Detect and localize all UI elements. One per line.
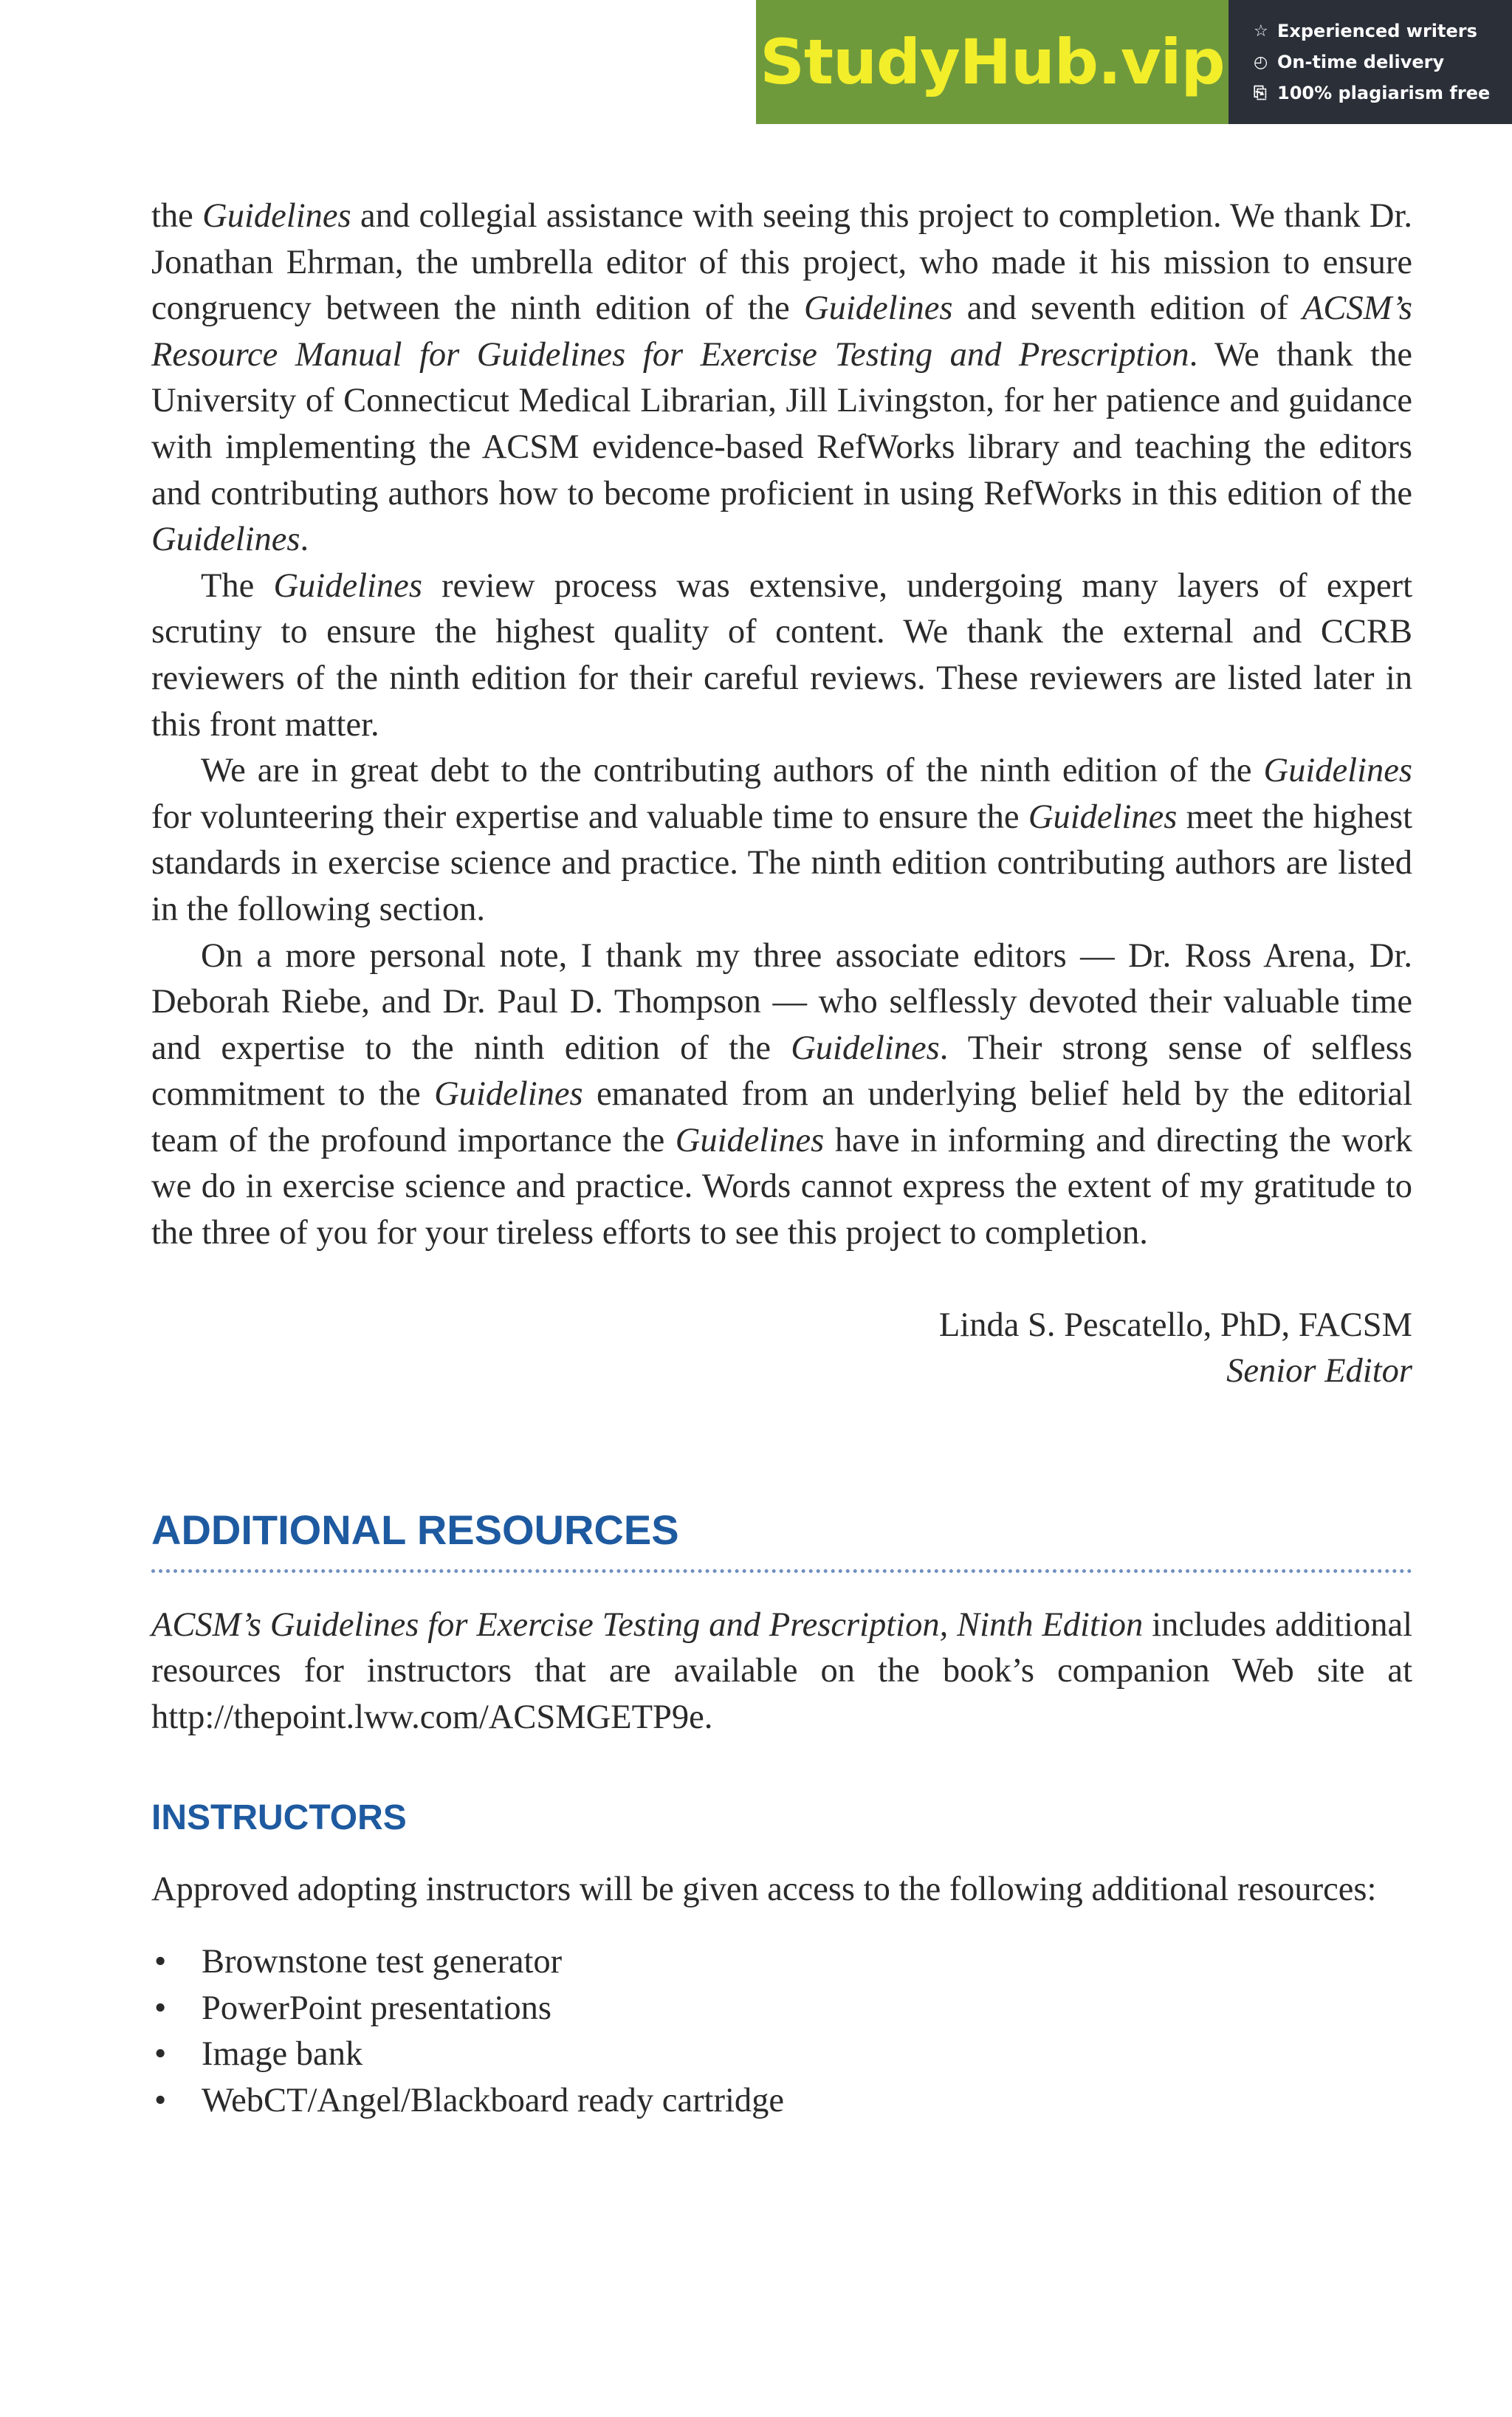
- clock-icon: ◴: [1254, 52, 1268, 72]
- italic-title: Guidelines: [675, 1121, 825, 1159]
- section-title-additional-resources: ADDITIONAL RESOURCES: [151, 1506, 679, 1553]
- italic-title: Guidelines: [273, 566, 422, 605]
- ad-banner[interactable]: [756, 0, 1512, 124]
- bullet-icon: •: [154, 1989, 167, 2027]
- star-icon: ☆: [1254, 21, 1268, 41]
- additional-resources-paragraph: ACSM’s Guidelines for Exercise Testing and Prescription, Ninth Edition includes additional resources for instructors that are available on the book’s companion Web site at http://thepoint.lww.com/ACSMGETP9e.: [151, 1605, 1413, 1737]
- italic-title: Guidelines: [1263, 752, 1412, 790]
- list-item: [151, 1986, 1412, 2032]
- italic-title: Guidelines: [791, 1029, 940, 1067]
- italic-title: Guidelines: [434, 1075, 583, 1114]
- list-item-text: Brownstone test generator: [202, 1943, 563, 1981]
- list-item: [151, 2032, 1412, 2078]
- feature-on-time-delivery: [1254, 47, 1512, 78]
- bullet-icon: •: [154, 2035, 167, 2074]
- body-paragraph-4: On a more personal note, I thank my three associate editors — Dr. Ross Arena, Dr. Deborah Riebe, and Dr. Paul D. Thompson — who selflessly devoted their valuable time and expertise to the ninth edition of the Guidelines. Their strong sense of selfless commitment to the Guidelines emanated from an underlying belief held by the editorial team of the profound importance the Guidelines have in informing and directing the work we do in exercise science and practice. Words cannot express the extent of my gratitude to the three of you for your tireless efforts to see this project to completion.: [151, 936, 1413, 1252]
- italic-title: Guidelines: [803, 289, 953, 328]
- instructors-paragraph: Approved adopting instructors will be given access to the following additional resources:: [151, 1870, 1377, 1908]
- page-content: [151, 193, 1412, 2125]
- section-divider: [151, 1569, 1412, 1573]
- italic-title: Guidelines: [151, 521, 300, 559]
- studyhub-logo[interactable]: [756, 0, 1228, 124]
- feature-experienced-writers: [1254, 16, 1512, 47]
- feature-plagiarism-free: [1254, 78, 1512, 109]
- list-item-text: WebCT/Angel/Blackboard ready cartridge: [202, 2082, 785, 2119]
- body-paragraph-2: The Guidelines review process was extensive, undergoing many layers of expert scrutiny to ensure the highest quality of content. We thank the external and CCRB reviewers of the ninth edition for their careful reviews. These reviewers are listed later in this front matter.: [151, 566, 1413, 744]
- banner-feature-list: [1228, 0, 1512, 124]
- subsection-title-instructors: INSTRUCTORS: [151, 1797, 407, 1837]
- signature-role: Senior Editor: [1226, 1352, 1412, 1391]
- italic-title: ACSM’s Resource Manual for Guidelines for Exercise Testing and Prescription: [151, 289, 1412, 374]
- list-item-text: PowerPoint presentations: [202, 1989, 551, 2027]
- copy-icon: ⎘: [1254, 83, 1267, 103]
- list-item: [151, 1939, 1412, 1986]
- studyhub-logo-text: StudyHub.vip: [760, 26, 1225, 98]
- signature-name: Linda S. Pescatello, PhD, FACSM: [938, 1306, 1412, 1344]
- italic-title: Guidelines: [202, 197, 351, 235]
- body-paragraph-3: We are in great debt to the contributing authors of the ninth edition of the Guidelines for volunteering their expertise and valuable time to ensure the Guidelines meet the highest standards in exercise science and practice. The ninth edition contributing authors are listed in the following section.: [151, 752, 1413, 928]
- italic-title: Guidelines: [1028, 798, 1178, 836]
- resource-list: [151, 1939, 1412, 2124]
- feature-label: On-time delivery: [1277, 52, 1445, 72]
- bullet-icon: •: [154, 1943, 167, 1981]
- italic-title: ACSM’s Guidelines for Exercise Testing and Prescription, Ninth Edition: [151, 1605, 1144, 1644]
- list-item-text: Image bank: [202, 2035, 363, 2074]
- signature-block: [151, 1303, 1412, 1395]
- feature-label: 100% plagiarism free: [1277, 83, 1491, 103]
- list-item: [151, 2078, 1412, 2125]
- bullet-icon: •: [154, 2082, 167, 2119]
- feature-label: Experienced writers: [1277, 21, 1477, 41]
- body-paragraph-1: the Guidelines and collegial assistance with seeing this project to completion. We thank Dr. Jonathan Ehrman, the umbrella editor of this project, who made it his mission to ensure congruency between the ninth edition of the Guidelines and seventh edition of ACSM’s Resource Manual for Guidelines for Exercise Testing and Prescription. We thank the University of Connecticut Medical Librarian, Jill Livingston, for her patience and guidance with implementing the ACSM evidence-based RefWorks library and teaching the editors and contributing authors how to become proficient in using RefWorks in this edition of the Guidelines.: [151, 197, 1413, 559]
